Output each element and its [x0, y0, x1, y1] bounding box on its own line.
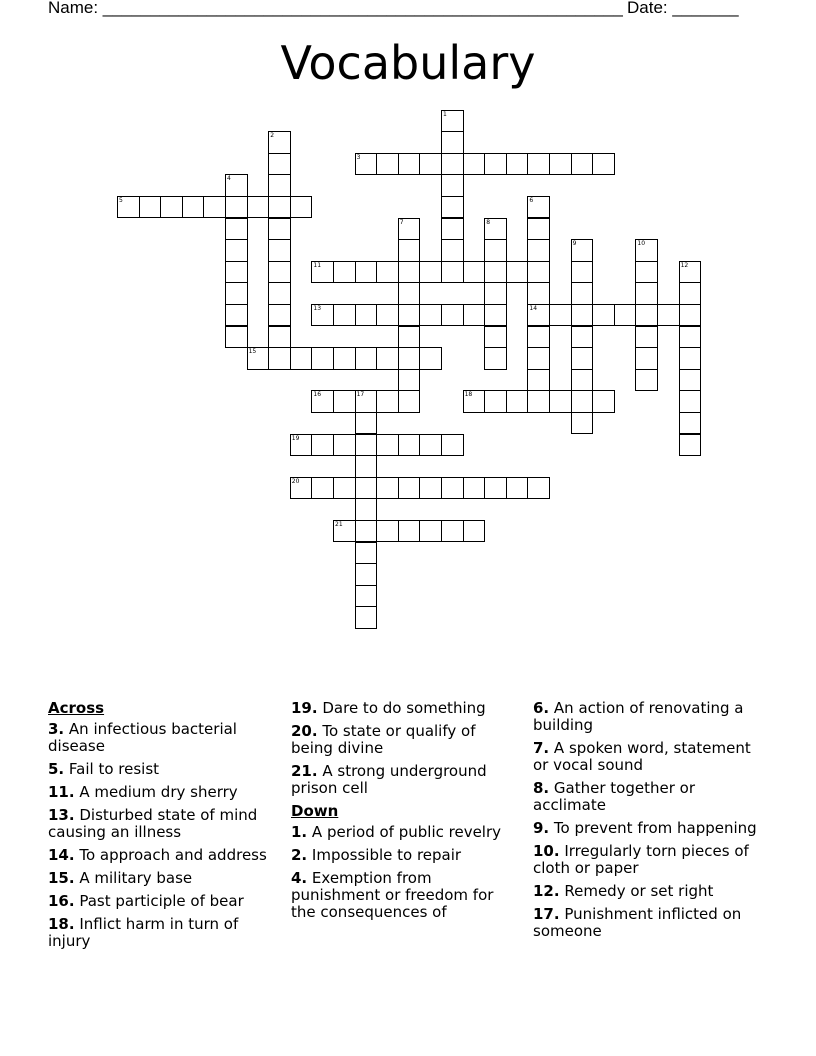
grid-cell[interactable]	[635, 239, 658, 262]
grid-cell[interactable]	[268, 239, 291, 262]
grid-cell[interactable]	[463, 520, 486, 543]
cell-number: 9	[572, 240, 577, 248]
grid-cell[interactable]	[571, 369, 594, 392]
grid-cell[interactable]	[139, 196, 162, 219]
grid-cell[interactable]	[290, 477, 313, 500]
grid-cell[interactable]	[463, 153, 486, 176]
grid-cell[interactable]	[398, 239, 421, 262]
grid-cell[interactable]	[398, 304, 421, 327]
grid-cell[interactable]	[592, 390, 615, 413]
grid-cell[interactable]	[679, 434, 702, 457]
grid-cell[interactable]	[268, 218, 291, 241]
grid-cell[interactable]	[268, 196, 291, 219]
grid-cell[interactable]	[268, 326, 291, 349]
grid-cell[interactable]	[419, 477, 442, 500]
grid-cell[interactable]	[355, 434, 378, 457]
grid-cell[interactable]	[571, 304, 594, 327]
grid-cell[interactable]	[571, 412, 594, 435]
clue-across-14: 14. To approach and address	[48, 846, 267, 864]
clue-across-21: 21. A strong underground prison cell	[291, 762, 487, 797]
grid-cell[interactable]	[398, 434, 421, 457]
grid-cell[interactable]	[376, 153, 399, 176]
cell-number: 5	[119, 196, 123, 204]
grid-cell[interactable]	[484, 326, 507, 349]
cell-number: 21	[335, 520, 343, 528]
grid-cell[interactable]	[679, 412, 702, 435]
grid-cell[interactable]	[441, 174, 464, 197]
grid-cell[interactable]	[268, 131, 291, 154]
grid-cell[interactable]	[333, 390, 356, 413]
grid-cell[interactable]	[527, 326, 550, 349]
grid-cell[interactable]	[484, 153, 507, 176]
grid-cell[interactable]	[225, 282, 248, 305]
grid-cell[interactable]	[527, 390, 550, 413]
grid-cell[interactable]	[592, 153, 615, 176]
across-heading: Across	[48, 699, 105, 717]
grid-cell[interactable]	[376, 477, 399, 500]
grid-cell[interactable]	[117, 196, 140, 219]
cell-number: 17	[356, 391, 365, 399]
grid-cell[interactable]	[679, 326, 702, 349]
cell-number: 14	[529, 304, 538, 312]
grid-cell[interactable]	[376, 390, 399, 413]
grid-cell[interactable]	[398, 477, 421, 500]
grid-cell[interactable]	[571, 326, 594, 349]
cell-number: 18	[464, 391, 473, 399]
grid-cell[interactable]	[463, 390, 486, 413]
grid-cell[interactable]	[484, 347, 507, 370]
grid-cell[interactable]	[441, 196, 464, 219]
clue-across-19: 19. Dare to do something	[291, 699, 486, 717]
grid-cell[interactable]	[268, 304, 291, 327]
grid-cell[interactable]	[463, 477, 486, 500]
grid-cell[interactable]	[441, 261, 464, 284]
grid-cell[interactable]	[398, 347, 421, 370]
grid-cell[interactable]	[268, 347, 291, 370]
grid-cell[interactable]	[398, 390, 421, 413]
grid-cell[interactable]	[355, 606, 378, 629]
clue-across-11: 11. A medium dry sherry	[48, 783, 238, 801]
grid-cell[interactable]	[571, 239, 594, 262]
grid-cell[interactable]	[441, 434, 464, 457]
grid-cell[interactable]	[441, 110, 464, 133]
grid-cell[interactable]	[635, 347, 658, 370]
grid-cell[interactable]	[311, 347, 334, 370]
clue-down-12: 12. Remedy or set right	[533, 882, 714, 900]
grid-cell[interactable]	[311, 261, 334, 284]
cell-number: 7	[399, 218, 404, 226]
grid-cell[interactable]	[635, 304, 658, 327]
clue-down-10: 10. Irregularly torn pieces of cloth or paper	[533, 842, 749, 877]
grid-cell[interactable]	[355, 261, 378, 284]
grid-cell[interactable]	[355, 455, 378, 478]
grid-cell[interactable]	[484, 239, 507, 262]
clue-down-1: 1. A period of public revelry	[291, 823, 502, 841]
grid-cell[interactable]	[549, 304, 572, 327]
grid-cell[interactable]	[290, 347, 313, 370]
clue-down-8: 8. Gather together or acclimate	[533, 779, 695, 814]
grid-cell[interactable]	[506, 390, 529, 413]
grid-cell[interactable]	[614, 304, 637, 327]
page-title: Vocabulary	[280, 36, 536, 90]
clue-across-18: 18. Inflict harm in turn of injury	[48, 915, 239, 950]
grid-cell[interactable]	[355, 542, 378, 565]
grid-cell[interactable]	[203, 196, 226, 219]
grid-cell[interactable]	[355, 477, 378, 500]
clue-column-2	[291, 700, 511, 927]
grid-cell[interactable]	[376, 520, 399, 543]
grid-cell[interactable]	[463, 261, 486, 284]
grid-cell[interactable]	[225, 261, 248, 284]
grid-cell[interactable]	[549, 390, 572, 413]
grid-cell[interactable]	[527, 304, 550, 327]
grid-cell[interactable]	[484, 477, 507, 500]
grid-cell[interactable]	[333, 434, 356, 457]
clue-column-1	[48, 700, 280, 956]
grid-cell[interactable]	[506, 477, 529, 500]
grid-cell[interactable]	[635, 261, 658, 284]
grid-cell[interactable]	[506, 261, 529, 284]
clue-across-13: 13. Disturbed state of mind causing an illness	[48, 806, 258, 841]
grid-cell[interactable]	[484, 390, 507, 413]
cell-number: 2	[270, 132, 275, 140]
grid-cell[interactable]	[679, 369, 702, 392]
cell-number: 4	[227, 175, 231, 183]
cell-number: 13	[313, 304, 322, 312]
grid-cell[interactable]	[268, 282, 291, 305]
grid-cell[interactable]	[398, 369, 421, 392]
grid-cell[interactable]	[376, 347, 399, 370]
grid-cell[interactable]	[679, 390, 702, 413]
grid-cell[interactable]	[419, 520, 442, 543]
grid-cell[interactable]	[484, 304, 507, 327]
grid-cell[interactable]	[635, 282, 658, 305]
down-heading: Down	[291, 802, 339, 820]
grid-cell[interactable]	[333, 520, 356, 543]
clue-down-7: 7. A spoken word, statement or vocal sound	[533, 739, 751, 774]
date-field-label: Date: _______	[627, 0, 739, 17]
grid-cell[interactable]	[333, 304, 356, 327]
grid-cell[interactable]	[311, 434, 334, 457]
grid-cell[interactable]	[225, 239, 248, 262]
cell-number: 6	[529, 196, 534, 204]
grid-cell[interactable]	[355, 412, 378, 435]
cell-number: 16	[313, 391, 322, 399]
grid-cell[interactable]	[527, 347, 550, 370]
grid-cell[interactable]	[398, 218, 421, 241]
grid-cell[interactable]	[225, 196, 248, 219]
grid-cell[interactable]	[333, 347, 356, 370]
grid-cell[interactable]	[355, 390, 378, 413]
grid-cell[interactable]	[527, 369, 550, 392]
clue-down-2: 2. Impossible to repair	[291, 846, 462, 864]
grid-cell[interactable]	[355, 563, 378, 586]
grid-cell[interactable]	[355, 347, 378, 370]
clue-across-15: 15. A military base	[48, 869, 193, 887]
grid-cell[interactable]	[441, 477, 464, 500]
grid-cell[interactable]	[463, 304, 486, 327]
cell-number: 1	[443, 110, 447, 118]
grid-cell[interactable]	[376, 434, 399, 457]
cell-number: 19	[291, 434, 300, 442]
grid-cell[interactable]	[376, 304, 399, 327]
grid-cell[interactable]	[398, 153, 421, 176]
grid-cell[interactable]	[527, 153, 550, 176]
grid-cell[interactable]	[679, 304, 702, 327]
grid-cell[interactable]	[441, 239, 464, 262]
cell-number: 8	[486, 218, 491, 226]
grid-cell[interactable]	[657, 304, 680, 327]
grid-cell[interactable]	[527, 282, 550, 305]
grid-cell[interactable]	[441, 153, 464, 176]
grid-cell[interactable]	[355, 153, 378, 176]
grid-cell[interactable]	[419, 434, 442, 457]
grid-cell[interactable]	[398, 282, 421, 305]
clue-across-5: 5. Fail to resist	[48, 760, 160, 778]
grid-cell[interactable]	[290, 196, 313, 219]
grid-cell[interactable]	[484, 282, 507, 305]
grid-cell[interactable]	[419, 347, 442, 370]
grid-cell[interactable]	[419, 153, 442, 176]
grid-cell[interactable]	[592, 304, 615, 327]
grid-cell[interactable]	[527, 218, 550, 241]
grid-cell[interactable]	[398, 261, 421, 284]
grid-cell[interactable]	[376, 261, 399, 284]
grid-cell[interactable]	[311, 477, 334, 500]
name-field-label: Name: _______________________________________________________	[48, 0, 623, 17]
grid-cell[interactable]	[355, 520, 378, 543]
grid-cell[interactable]	[571, 282, 594, 305]
grid-cell[interactable]	[506, 153, 529, 176]
grid-cell[interactable]	[398, 326, 421, 349]
grid-cell[interactable]	[635, 369, 658, 392]
grid-cell[interactable]	[679, 261, 702, 284]
clue-down-4: 4. Exemption from punishment or freedom for the consequences of	[291, 869, 494, 921]
grid-cell[interactable]	[225, 304, 248, 327]
grid-cell[interactable]	[311, 304, 334, 327]
cell-number: 11	[313, 261, 322, 269]
clue-column-3	[533, 700, 765, 946]
grid-cell[interactable]	[419, 304, 442, 327]
grid-cell[interactable]	[268, 174, 291, 197]
grid-cell[interactable]	[527, 261, 550, 284]
grid-cell[interactable]	[441, 131, 464, 154]
grid-cell[interactable]	[311, 390, 334, 413]
grid-cell[interactable]	[635, 326, 658, 349]
clue-down-17: 17. Punishment inflicted on someone	[533, 905, 742, 940]
grid-cell[interactable]	[484, 218, 507, 241]
grid-cell[interactable]	[333, 477, 356, 500]
grid-cell[interactable]	[419, 261, 442, 284]
grid-cell[interactable]	[441, 218, 464, 241]
cell-number: 12	[680, 261, 689, 269]
grid-cell[interactable]	[355, 304, 378, 327]
clue-down-9: 9. To prevent from happening	[533, 819, 757, 837]
clue-across-3: 3. An infectious bacterial disease	[48, 720, 237, 755]
clue-down-6: 6. An action of renovating a building	[533, 699, 744, 734]
grid-cell[interactable]	[355, 498, 378, 521]
cell-number: 10	[637, 240, 646, 248]
grid-cell[interactable]	[225, 218, 248, 241]
grid-cell[interactable]	[268, 261, 291, 284]
grid-cell[interactable]	[527, 196, 550, 219]
grid-cell[interactable]	[527, 477, 550, 500]
grid-cell[interactable]	[441, 520, 464, 543]
grid-cell[interactable]	[225, 326, 248, 349]
grid-cell[interactable]	[441, 304, 464, 327]
grid-cell[interactable]	[484, 261, 507, 284]
grid-cell[interactable]	[247, 196, 270, 219]
grid-cell[interactable]	[571, 261, 594, 284]
grid-cell[interactable]	[290, 434, 313, 457]
grid-cell[interactable]	[268, 153, 291, 176]
grid-cell[interactable]	[679, 347, 702, 370]
grid-cell[interactable]	[527, 239, 550, 262]
clue-across-20: 20. To state or qualify of being divine	[291, 722, 476, 757]
cell-number: 15	[248, 348, 257, 356]
grid-cell[interactable]	[160, 196, 183, 219]
grid-cell[interactable]	[398, 520, 421, 543]
cell-number: 3	[356, 153, 361, 161]
clue-across-16: 16. Past participle of bear	[48, 892, 244, 910]
grid-cell[interactable]	[571, 347, 594, 370]
cell-number: 20	[291, 477, 300, 485]
grid-cell[interactable]	[355, 585, 378, 608]
grid-cell[interactable]	[679, 282, 702, 305]
grid-cell[interactable]	[571, 153, 594, 176]
grid-cell[interactable]	[247, 347, 270, 370]
grid-cell[interactable]	[182, 196, 205, 219]
grid-cell[interactable]	[333, 261, 356, 284]
grid-cell[interactable]	[549, 153, 572, 176]
grid-cell[interactable]	[571, 390, 594, 413]
grid-cell[interactable]	[225, 174, 248, 197]
